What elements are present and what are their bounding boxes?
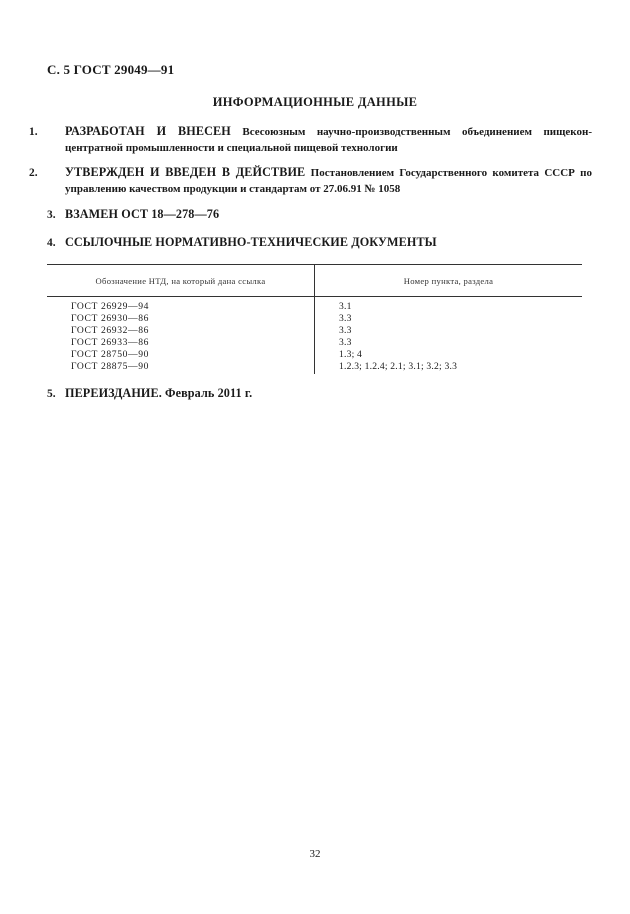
- item-number: 5.: [47, 388, 56, 400]
- table-cell-clause: 1.2.3; 1.2.4; 2.1; 3.1; 3.2; 3.3: [339, 361, 458, 372]
- table-row: [47, 349, 582, 361]
- table-row: [47, 325, 582, 337]
- table-cell-document: ГОСТ 26932—86: [71, 325, 149, 336]
- item-text: Всесоюзным научно-производственным объединением пищекон-центратной промышленности и специальной пищевой технологии: [65, 126, 592, 154]
- table-cell-clause: 3.3: [339, 337, 352, 348]
- page-header: С. 5 ГОСТ 29049—91: [47, 62, 175, 77]
- page-number: 32: [309, 848, 321, 860]
- table-cell-document: ГОСТ 28750—90: [71, 349, 149, 360]
- item-lead: ПЕРЕИЗДАНИЕ. Февраль 2011 г.: [65, 386, 253, 400]
- table-cell-clause: 3.3: [339, 325, 352, 336]
- item-text: Постановлением Государственного комитета СССР по управлению качеством продукции и стандартам от 27.06.91 № 1058: [65, 167, 592, 195]
- table-row: [47, 301, 582, 313]
- table-row: [47, 337, 582, 349]
- item-number: 2.: [29, 167, 38, 179]
- info-item-developed: [29, 123, 592, 156]
- info-item-replaces: [47, 206, 592, 223]
- info-item-references: [47, 234, 592, 251]
- table-cell-document: ГОСТ 28875—90: [71, 361, 149, 372]
- item-lead: ВЗАМЕН ОСТ 18—278—76: [65, 207, 220, 221]
- table-cell-clause: 3.1: [339, 301, 352, 312]
- item-lead: РАЗРАБОТАН И ВНЕСЕН: [65, 124, 231, 138]
- table-cell-clause: 1.3; 4: [339, 349, 363, 360]
- table-cell-document: ГОСТ 26929—94: [71, 301, 149, 312]
- item-lead: УТВЕРЖДЕН И ВВЕДЕН В ДЕЙСТВИЕ: [65, 165, 306, 179]
- item-lead: ССЫЛОЧНЫЕ НОРМАТИВНО-ТЕХНИЧЕСКИЕ ДОКУМЕНТЫ: [65, 235, 437, 249]
- table-header-document: Обозначение НТД, на который дана ссылка: [95, 276, 266, 286]
- table-cell-clause: 3.3: [339, 313, 352, 324]
- table-header-clause: Номер пункта, раздела: [403, 276, 494, 286]
- item-number: 1.: [29, 126, 38, 138]
- document-title: ИНФОРМАЦИОННЫЕ ДАННЫЕ: [212, 95, 418, 109]
- reference-documents-table: [47, 264, 582, 374]
- item-number: 4.: [47, 237, 56, 249]
- table-cell-document: ГОСТ 26933—86: [71, 337, 149, 348]
- table-body: [47, 301, 582, 373]
- table-cell-document: ГОСТ 26930—86: [71, 313, 149, 324]
- item-number: 3.: [47, 209, 56, 221]
- info-item-approved: [29, 164, 592, 197]
- table-row: [47, 313, 582, 325]
- info-item-reissue: [47, 385, 592, 402]
- table-row: [47, 361, 582, 373]
